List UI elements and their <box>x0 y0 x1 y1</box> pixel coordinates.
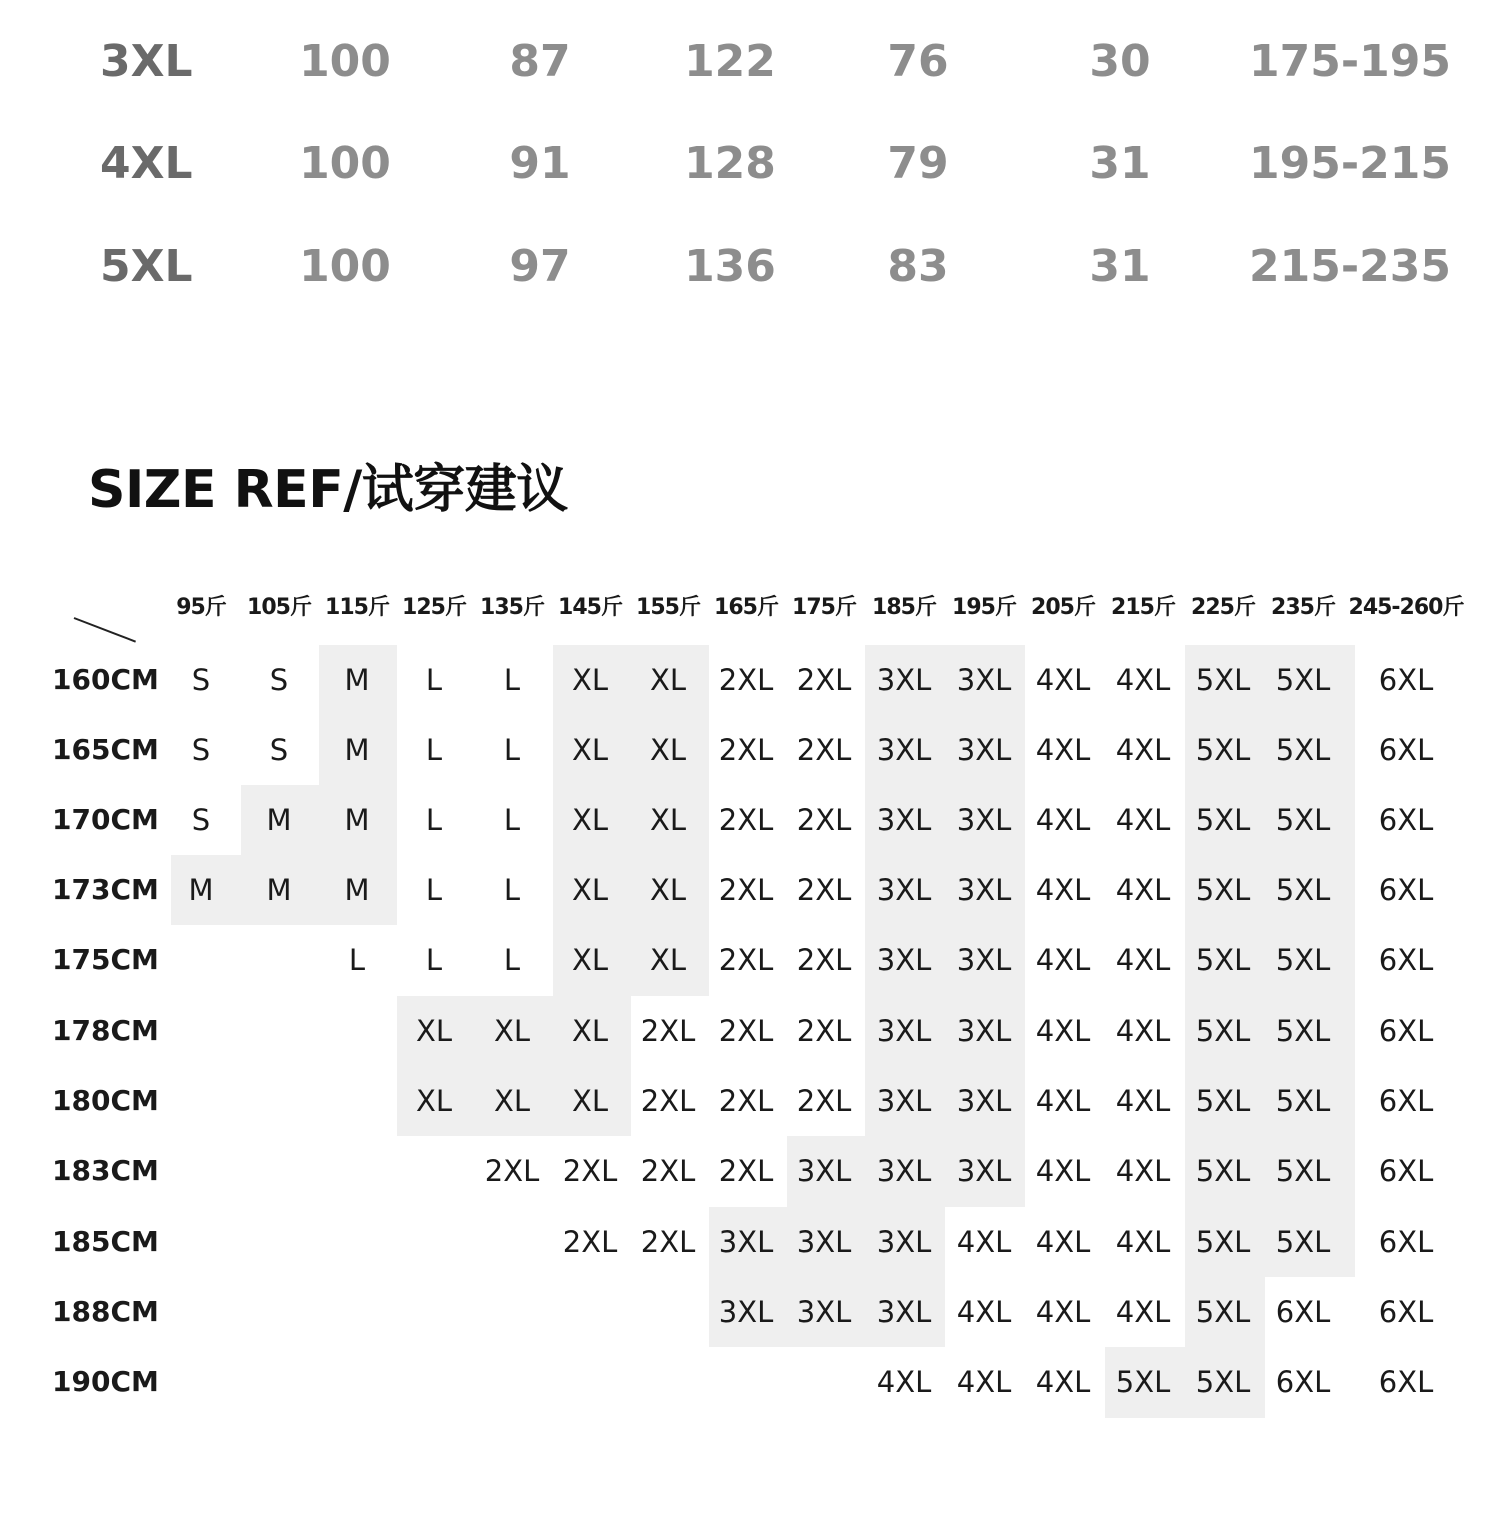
height-row-label: 180CM <box>52 1084 159 1117</box>
height-row-label: 170CM <box>52 803 159 836</box>
size-cell: 6XL <box>1378 803 1434 837</box>
size-cell: 5XL <box>1195 943 1251 977</box>
size-cell: 2XL <box>718 1154 774 1188</box>
size-cell: XL <box>649 943 687 977</box>
size-cell: 6XL <box>1378 1225 1434 1259</box>
size-cell: 5XL <box>1115 1365 1171 1399</box>
measurement-value: 76 <box>887 36 949 87</box>
size-cell: S <box>191 663 211 697</box>
size-cell: 2XL <box>796 663 852 697</box>
size-cell: XL <box>493 1014 531 1048</box>
size-cell: 6XL <box>1378 1154 1434 1188</box>
size-cell: 5XL <box>1195 1154 1251 1188</box>
size-cell: 6XL <box>1378 733 1434 767</box>
size-cell: 3XL <box>956 663 1012 697</box>
size-cell: 3XL <box>876 803 932 837</box>
measurement-value: 215-235 <box>1249 241 1451 292</box>
size-cell: L <box>425 873 443 907</box>
size-cell: XL <box>571 663 609 697</box>
size-cell: 6XL <box>1275 1365 1331 1399</box>
shaded-block <box>241 785 397 855</box>
size-cell: L <box>503 663 521 697</box>
size-cell: 2XL <box>640 1084 696 1118</box>
weight-column-header: 245-260斤 <box>1348 595 1464 620</box>
size-cell: 4XL <box>1035 1225 1091 1259</box>
size-cell: 3XL <box>956 1084 1012 1118</box>
size-cell: L <box>503 943 521 977</box>
measurement-value: 31 <box>1089 138 1151 189</box>
size-cell: 3XL <box>876 1014 932 1048</box>
size-cell: 2XL <box>796 733 852 767</box>
size-cell: 6XL <box>1378 943 1434 977</box>
size-cell: 5XL <box>1275 1225 1331 1259</box>
weight-column-header: 135斤 <box>480 595 544 620</box>
corner-diagonal-line <box>74 617 136 643</box>
size-cell: 3XL <box>956 943 1012 977</box>
height-row-label: 165CM <box>52 733 159 766</box>
size-cell: 3XL <box>956 803 1012 837</box>
size-cell: XL <box>571 733 609 767</box>
size-cell: 5XL <box>1195 1365 1251 1399</box>
size-cell: XL <box>649 733 687 767</box>
height-row-label: 160CM <box>52 663 159 696</box>
size-cell: XL <box>571 1084 609 1118</box>
size-cell: 4XL <box>1035 1365 1091 1399</box>
size-cell: 5XL <box>1275 1014 1331 1048</box>
page-title: SIZE REF/试穿建议 <box>88 460 568 520</box>
size-cell: 5XL <box>1195 733 1251 767</box>
size-cell: XL <box>571 1014 609 1048</box>
height-row-label: 183CM <box>52 1154 159 1187</box>
measurement-size-label: 3XL <box>100 36 193 87</box>
weight-column-header: 125斤 <box>402 595 466 620</box>
height-row-label: 178CM <box>52 1014 159 1047</box>
size-cell: XL <box>649 663 687 697</box>
weight-column-header: 175斤 <box>792 595 856 620</box>
weight-column-header: 145斤 <box>558 595 622 620</box>
weight-column-header: 225斤 <box>1191 595 1255 620</box>
size-cell: 2XL <box>562 1225 618 1259</box>
size-cell: 2XL <box>484 1154 540 1188</box>
weight-column-header: 95斤 <box>176 595 226 620</box>
measurement-value: 195-215 <box>1249 138 1451 189</box>
measurement-value: 100 <box>299 241 391 292</box>
size-cell: 5XL <box>1195 1295 1251 1329</box>
size-cell: 2XL <box>718 663 774 697</box>
size-cell: 4XL <box>1115 1014 1171 1048</box>
weight-column-header: 215斤 <box>1111 595 1175 620</box>
size-cell: 4XL <box>1035 733 1091 767</box>
size-cell: XL <box>571 943 609 977</box>
size-cell: 2XL <box>796 1014 852 1048</box>
size-cell: L <box>348 943 366 977</box>
size-cell: 4XL <box>1115 1084 1171 1118</box>
size-cell: 4XL <box>1115 873 1171 907</box>
size-cell: 4XL <box>1115 1295 1171 1329</box>
height-row-label: 185CM <box>52 1225 159 1258</box>
size-cell: M <box>344 803 370 837</box>
size-cell: M <box>266 803 292 837</box>
size-cell: 2XL <box>718 803 774 837</box>
size-cell: 3XL <box>876 873 932 907</box>
size-cell: 5XL <box>1275 873 1331 907</box>
height-row-label: 190CM <box>52 1365 159 1398</box>
size-cell: M <box>344 733 370 767</box>
size-cell: 4XL <box>1115 733 1171 767</box>
size-cell: 4XL <box>1115 943 1171 977</box>
measurement-value: 91 <box>509 138 571 189</box>
measurement-value: 122 <box>684 36 776 87</box>
size-cell: 5XL <box>1195 1225 1251 1259</box>
size-cell: S <box>269 733 289 767</box>
size-cell: 2XL <box>718 873 774 907</box>
size-cell: 4XL <box>1035 1084 1091 1118</box>
measurement-value: 79 <box>887 138 949 189</box>
size-cell: 4XL <box>1115 1154 1171 1188</box>
size-cell: 3XL <box>876 943 932 977</box>
size-cell: 5XL <box>1195 803 1251 837</box>
measurement-value: 136 <box>684 241 776 292</box>
size-cell: 2XL <box>640 1014 696 1048</box>
size-cell: 6XL <box>1378 873 1434 907</box>
height-row-label: 173CM <box>52 873 159 906</box>
size-cell: 4XL <box>1035 1295 1091 1329</box>
measurement-value: 128 <box>684 138 776 189</box>
size-cell: 4XL <box>1035 803 1091 837</box>
size-cell: L <box>425 733 443 767</box>
measurement-size-label: 4XL <box>100 138 193 189</box>
size-cell: 5XL <box>1195 1084 1251 1118</box>
size-cell: 2XL <box>796 943 852 977</box>
measurement-value: 31 <box>1089 241 1151 292</box>
size-cell: 6XL <box>1378 663 1434 697</box>
size-cell: 6XL <box>1378 1014 1434 1048</box>
size-cell: 2XL <box>718 943 774 977</box>
size-cell: 3XL <box>796 1295 852 1329</box>
size-cell: 5XL <box>1275 733 1331 767</box>
measurement-value: 97 <box>509 241 571 292</box>
size-cell: 3XL <box>718 1295 774 1329</box>
size-cell: L <box>425 943 443 977</box>
size-cell: 4XL <box>1035 1014 1091 1048</box>
measurement-value: 30 <box>1089 36 1151 87</box>
size-cell: 3XL <box>956 1014 1012 1048</box>
weight-column-header: 205斤 <box>1031 595 1095 620</box>
size-cell: 4XL <box>1115 803 1171 837</box>
size-cell: 2XL <box>796 803 852 837</box>
measurement-size-label: 5XL <box>100 241 193 292</box>
measurement-value: 83 <box>887 241 949 292</box>
size-cell: 4XL <box>1115 1225 1171 1259</box>
size-cell: 3XL <box>876 663 932 697</box>
size-cell: XL <box>649 873 687 907</box>
measurement-value: 100 <box>299 36 391 87</box>
size-cell: 3XL <box>796 1225 852 1259</box>
weight-column-header: 185斤 <box>872 595 936 620</box>
measurement-value: 100 <box>299 138 391 189</box>
size-cell: 2XL <box>796 873 852 907</box>
size-cell: 4XL <box>1035 1154 1091 1188</box>
size-cell: 5XL <box>1275 1084 1331 1118</box>
size-cell: 3XL <box>956 733 1012 767</box>
size-cell: 3XL <box>718 1225 774 1259</box>
size-cell: 3XL <box>876 1225 932 1259</box>
size-cell: 3XL <box>876 733 932 767</box>
size-cell: 4XL <box>1035 873 1091 907</box>
size-cell: 4XL <box>876 1365 932 1399</box>
size-cell: 4XL <box>956 1295 1012 1329</box>
size-cell: 5XL <box>1275 663 1331 697</box>
size-cell: XL <box>415 1014 453 1048</box>
size-cell: 2XL <box>562 1154 618 1188</box>
size-cell: XL <box>415 1084 453 1118</box>
size-cell: 5XL <box>1275 943 1331 977</box>
size-cell: 3XL <box>876 1154 932 1188</box>
height-row-label: 175CM <box>52 943 159 976</box>
size-cell: 2XL <box>718 1014 774 1048</box>
weight-column-header: 105斤 <box>247 595 311 620</box>
size-cell: 2XL <box>640 1154 696 1188</box>
size-cell: L <box>425 663 443 697</box>
size-cell: 3XL <box>796 1154 852 1188</box>
size-cell: 4XL <box>1035 663 1091 697</box>
size-cell: 4XL <box>956 1225 1012 1259</box>
size-cell: 3XL <box>956 1154 1012 1188</box>
size-cell: 3XL <box>876 1295 932 1329</box>
size-cell: 4XL <box>956 1365 1012 1399</box>
size-cell: M <box>188 873 214 907</box>
size-cell: 3XL <box>956 873 1012 907</box>
measurement-value: 87 <box>509 36 571 87</box>
size-cell: 6XL <box>1378 1365 1434 1399</box>
size-cell: S <box>191 733 211 767</box>
size-cell: L <box>503 873 521 907</box>
size-cell: L <box>503 733 521 767</box>
size-cell: 4XL <box>1035 943 1091 977</box>
size-cell: L <box>503 803 521 837</box>
size-cell: XL <box>571 803 609 837</box>
weight-column-header: 115斤 <box>325 595 389 620</box>
size-cell: XL <box>649 803 687 837</box>
size-cell: S <box>191 803 211 837</box>
size-cell: M <box>344 873 370 907</box>
weight-column-header: 195斤 <box>952 595 1016 620</box>
size-cell: 6XL <box>1378 1084 1434 1118</box>
size-cell: XL <box>571 873 609 907</box>
weight-column-header: 165斤 <box>714 595 778 620</box>
size-cell: 6XL <box>1275 1295 1331 1329</box>
size-cell: 5XL <box>1195 663 1251 697</box>
size-cell: 2XL <box>640 1225 696 1259</box>
size-cell: 2XL <box>718 1084 774 1118</box>
size-cell: 3XL <box>876 1084 932 1118</box>
size-cell: M <box>266 873 292 907</box>
height-row-label: 188CM <box>52 1295 159 1328</box>
size-cell: XL <box>493 1084 531 1118</box>
weight-column-header: 155斤 <box>636 595 700 620</box>
size-cell: 4XL <box>1115 663 1171 697</box>
size-cell: 2XL <box>718 733 774 767</box>
size-cell: 5XL <box>1275 1154 1331 1188</box>
size-cell: 6XL <box>1378 1295 1434 1329</box>
weight-column-header: 235斤 <box>1271 595 1335 620</box>
measurement-value: 175-195 <box>1249 36 1451 87</box>
size-cell: S <box>269 663 289 697</box>
size-cell: 5XL <box>1275 803 1331 837</box>
size-cell: M <box>344 663 370 697</box>
size-cell: 2XL <box>796 1084 852 1118</box>
size-cell: 5XL <box>1195 873 1251 907</box>
size-cell: 5XL <box>1195 1014 1251 1048</box>
size-cell: L <box>425 803 443 837</box>
